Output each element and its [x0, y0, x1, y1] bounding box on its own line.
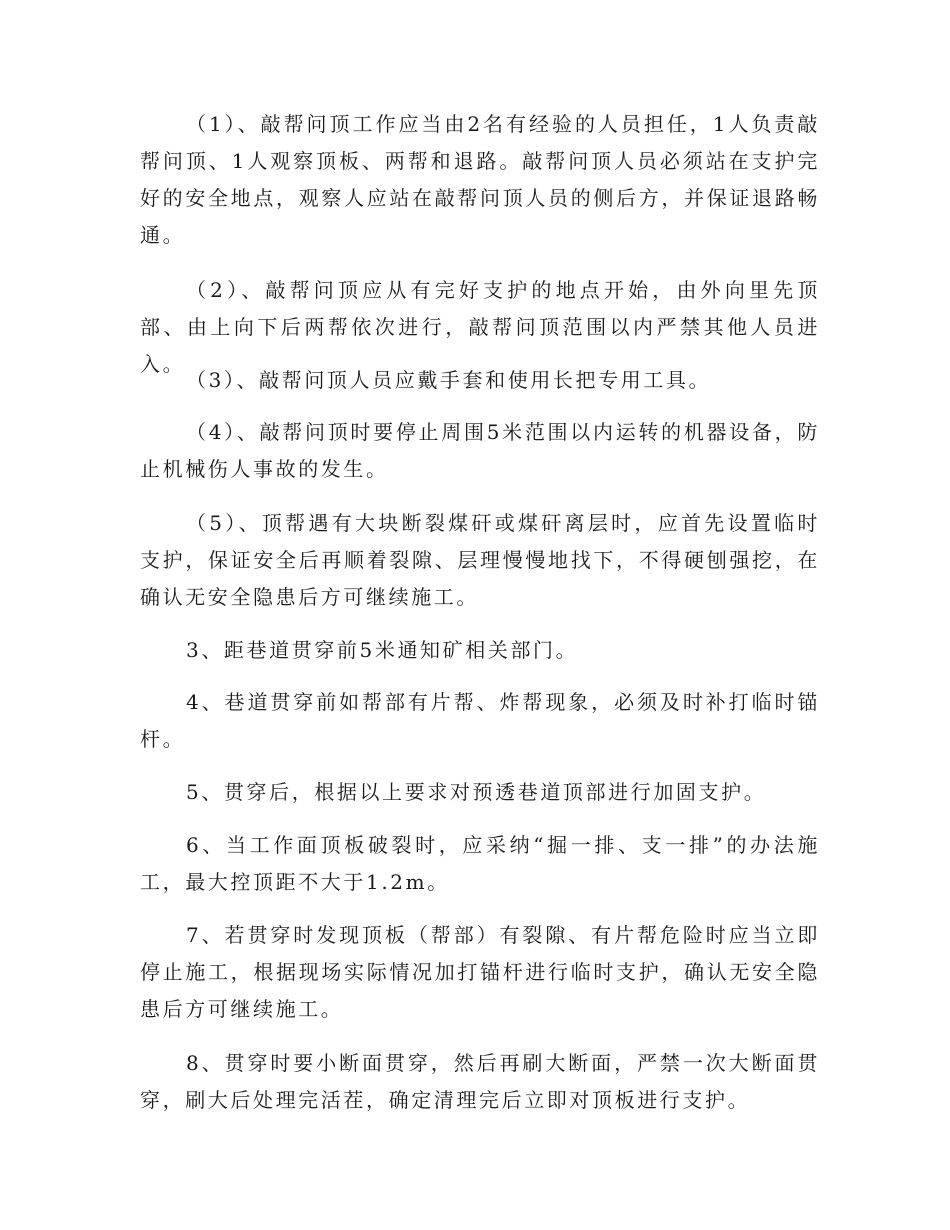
- paragraph-item-8: 8、贯穿时要小断面贯穿，然后再刷大断面，严禁一次大断面贯穿，刷大后处理完活茬，确定清理完后立即对顶板进行支护。: [140, 1051, 820, 1112]
- paragraph-knock-roof-5: （5）、顶帮遇有大块断裂煤矸或煤矸离层时，应首先设置临时支护，保证安全后再顺着裂隙、层理慢慢地找下，不得硬刨强挖，在确认无安全隐患后方可继续施工。: [140, 511, 820, 609]
- paragraph-item-7: 7、若贯穿时发现顶板（帮部）有裂隙、有片帮危险时应当立即停止施工，根据现场实际情况加打锚杆进行临时支护，确认无安全隐患后方可继续施工。: [140, 923, 820, 1021]
- paragraph-item-5: 5、贯穿后，根据以上要求对预透巷道顶部进行加固支护。: [186, 780, 767, 804]
- paragraph-knock-roof-4: （4）、敲帮问顶时要停止周围5米范围以内运转的机器设备，防止机械伤人事故的发生。: [140, 420, 820, 481]
- paragraph-item-6: 6、当工作面顶板破裂时，应采纳“掘一排、支一排”的办法施工，最大控顶距不大于1.2m。: [140, 833, 820, 894]
- paragraph-item-4: 4、巷道贯穿前如帮部有片帮、炸帮现象，必须及时补打临时锚杆。: [140, 690, 820, 751]
- paragraph-knock-roof-3: （3）、敲帮问顶人员应戴手套和使用长把专用工具。: [186, 368, 712, 392]
- paragraph-knock-roof-2: （2）、敲帮问顶应从有完好支护的地点开始，由外向里先顶部、由上向下后两帮依次进行，敲帮问顶范围以内严禁其他人员进入。: [140, 278, 820, 376]
- paragraph-knock-roof-1: （1）、敲帮问顶工作应当由2名有经验的人员担任，1人负责敲帮问顶、1人观察顶板、两帮和退路。敲帮问顶人员必须站在支护完好的安全地点，观察人应站在敲帮问顶人员的侧后方，并保证退路畅通。: [140, 112, 820, 247]
- paragraph-item-3: 3、距巷道贯穿前5米通知矿相关部门。: [186, 638, 579, 662]
